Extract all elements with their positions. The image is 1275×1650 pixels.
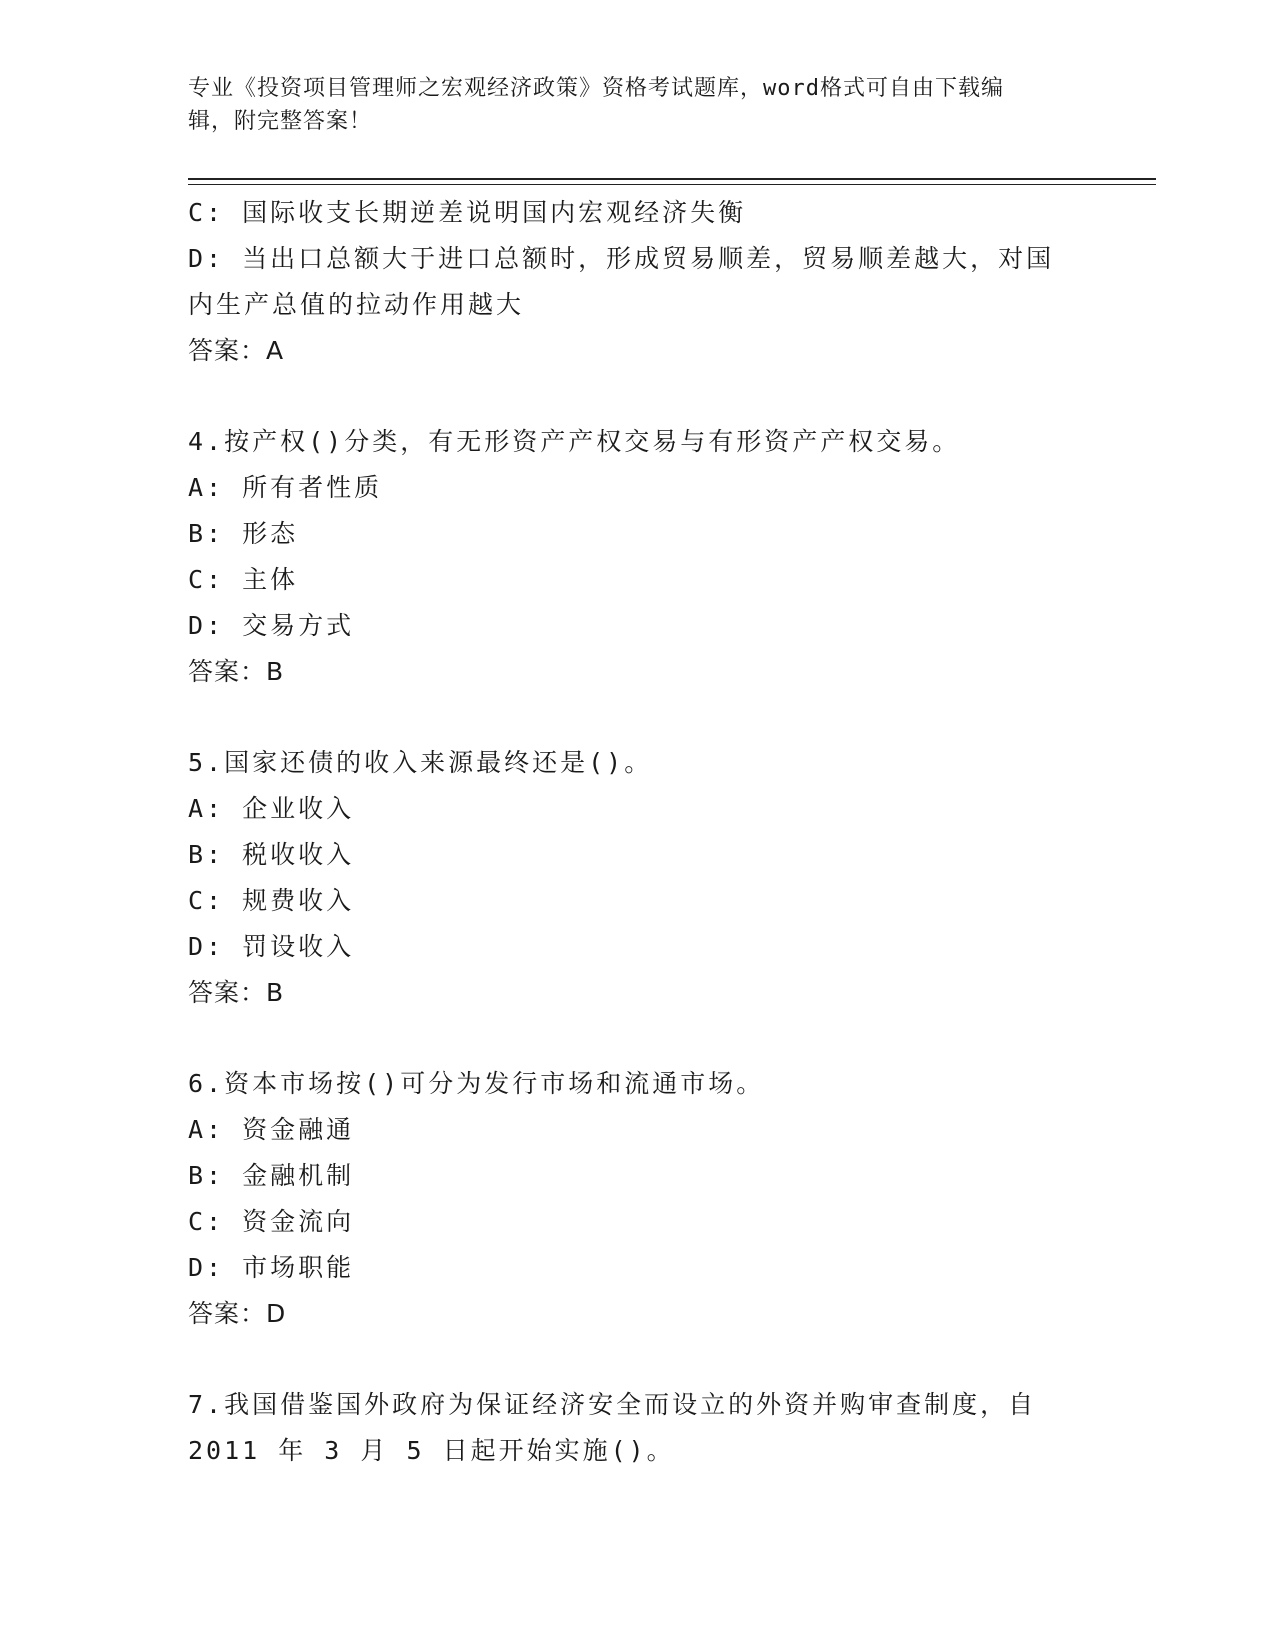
option-d: D: 交易方式 <box>188 611 355 640</box>
option-b: B: 税收收入 <box>188 840 355 869</box>
question-stem-line-1: 7.我国借鉴国外政府为保证经济安全而设立的外资并购审查制度，自 <box>188 1390 1037 1419</box>
spacer <box>188 1337 1088 1382</box>
header-divider-thick <box>188 178 1156 180</box>
question-3-tail <box>188 190 1088 374</box>
header-line-1: 专业《投资项目管理师之宏观经济政策》资格考试题库，word格式可自由下载编 <box>188 76 1004 101</box>
question-stem: 6.资本市场按()可分为发行市场和流通市场。 <box>188 1069 765 1098</box>
question-7 <box>188 1382 1088 1474</box>
spacer <box>188 374 1088 419</box>
option-c: C: 规费收入 <box>188 886 355 915</box>
header-divider-thin <box>188 184 1156 185</box>
option-b: B: 形态 <box>188 519 299 548</box>
document-header <box>188 72 1068 138</box>
option-d: D: 罚设收入 <box>188 932 355 961</box>
option-d: D: 市场职能 <box>188 1253 355 1282</box>
spacer <box>188 695 1088 740</box>
option-d-line-2: 内生产总值的拉动作用越大 <box>188 290 525 319</box>
answer: 答案：B <box>188 657 285 686</box>
option-d-line-1: D: 当出口总额大于进口总额时，形成贸易顺差，贸易顺差越大，对国 <box>188 244 1055 273</box>
option-c: C: 资金流向 <box>188 1207 355 1236</box>
header-line-2: 辑，附完整答案！ <box>188 109 373 134</box>
question-stem-line-2: 2011 年 3 月 5 日起开始实施()。 <box>188 1436 675 1465</box>
question-stem: 5.国家还债的收入来源最终还是()。 <box>188 748 653 777</box>
question-stem: 4.按产权()分类，有无形资产产权交易与有形资产产权交易。 <box>188 427 961 456</box>
question-content <box>188 190 1088 1474</box>
option-c: C: 主体 <box>188 565 299 594</box>
option-a: A: 企业收入 <box>188 794 355 823</box>
spacer <box>188 1016 1088 1061</box>
option-c: C: 国际收支长期逆差说明国内宏观经济失衡 <box>188 198 747 227</box>
question-4 <box>188 419 1088 695</box>
question-5 <box>188 740 1088 1016</box>
option-a: A: 所有者性质 <box>188 473 383 502</box>
question-6 <box>188 1061 1088 1337</box>
answer: 答案：A <box>188 336 285 365</box>
option-b: B: 金融机制 <box>188 1161 355 1190</box>
answer: 答案：B <box>188 978 285 1007</box>
answer: 答案：D <box>188 1299 287 1328</box>
option-a: A: 资金融通 <box>188 1115 355 1144</box>
